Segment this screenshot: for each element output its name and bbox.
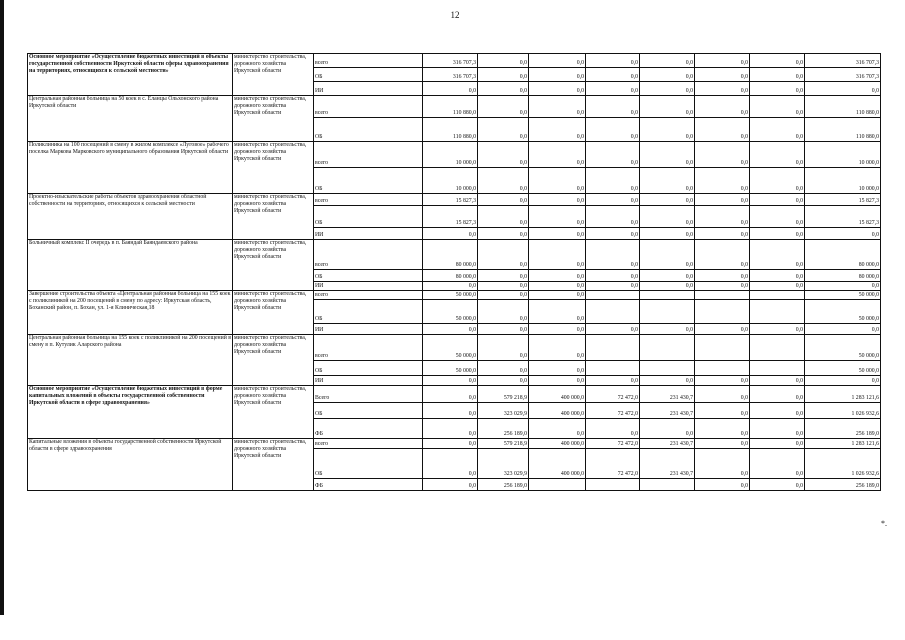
amount-cell: 0,0	[750, 403, 805, 419]
amount-cell	[586, 291, 640, 300]
amount-cell: 0,0	[478, 282, 529, 291]
amount-cell: 0,0	[695, 82, 750, 96]
amount-cell: 0,0	[640, 228, 695, 240]
total-cell: 1 283 121,6	[805, 439, 881, 449]
funding-source: ОБ	[314, 300, 423, 324]
executor-name: министерство строительства, дорожного хозяйства Иркутской области	[233, 96, 314, 142]
table-row	[28, 386, 881, 403]
funding-source: ОБ	[314, 270, 423, 282]
amount-cell	[586, 300, 640, 324]
amount-cell	[695, 300, 750, 324]
amount-cell: 0,0	[640, 54, 695, 68]
amount-cell: 0,0	[750, 419, 805, 439]
amount-cell: 0,0	[640, 324, 695, 335]
table-row	[28, 291, 881, 300]
total-cell: 316 707,3	[805, 68, 881, 82]
amount-cell: 0,0	[695, 206, 750, 228]
page-edge-bar	[0, 0, 4, 615]
amount-cell: 0,0	[695, 419, 750, 439]
amount-cell: 110 880,0	[423, 118, 478, 142]
amount-cell: 0,0	[640, 206, 695, 228]
total-cell: 10 000,0	[805, 168, 881, 194]
amount-cell: 0,0	[640, 96, 695, 118]
amount-cell	[695, 335, 750, 361]
total-cell: 110 880,0	[805, 118, 881, 142]
amount-cell: 72 472,0	[586, 449, 640, 479]
funding-source: ФБ	[314, 419, 423, 439]
total-cell: 1 026 932,6	[805, 449, 881, 479]
amount-cell: 72 472,0	[586, 403, 640, 419]
amount-cell: 0,0	[640, 118, 695, 142]
amount-cell: 50 000,0	[423, 291, 478, 300]
amount-cell: 0,0	[695, 324, 750, 335]
total-cell: 50 000,0	[805, 361, 881, 376]
amount-cell	[695, 291, 750, 300]
amount-cell: 0,0	[478, 300, 529, 324]
total-cell: 0,0	[805, 82, 881, 96]
total-cell: 50 000,0	[805, 335, 881, 361]
amount-cell: 0,0	[478, 54, 529, 68]
funding-source: всего	[314, 54, 423, 68]
amount-cell: 0,0	[423, 449, 478, 479]
amount-cell: 80 000,0	[423, 240, 478, 270]
amount-cell: 0,0	[529, 194, 586, 206]
amount-cell: 231 430,7	[640, 403, 695, 419]
amount-cell	[640, 300, 695, 324]
funding-source: всего	[314, 439, 423, 449]
amount-cell: 231 430,7	[640, 439, 695, 449]
amount-cell	[750, 335, 805, 361]
amount-cell: 0,0	[695, 439, 750, 449]
amount-cell: 231 430,7	[640, 386, 695, 403]
funding-source: всего	[314, 194, 423, 206]
funding-source: ИИ	[314, 282, 423, 291]
total-cell: 50 000,0	[805, 291, 881, 300]
activity-name: Центральная районная больница на 50 коек в с. Еланцы Ольхонского района Иркутской области	[28, 96, 233, 142]
total-cell: 1 026 932,6	[805, 403, 881, 419]
total-cell: 0,0	[805, 376, 881, 386]
amount-cell: 50 000,0	[423, 361, 478, 376]
amount-cell: 323 029,9	[478, 449, 529, 479]
amount-cell: 0,0	[478, 206, 529, 228]
activity-name: Поликлиника на 100 посещений в смену в жилом комплексе «Луговое» рабочего поселка Маркова Марковского муниципального образования Иркутской области	[28, 142, 233, 194]
amount-cell: 0,0	[478, 118, 529, 142]
amount-cell: 579 218,9	[478, 439, 529, 449]
amount-cell: 0,0	[640, 82, 695, 96]
executor-name: министерство строительства, дорожного хозяйства Иркутской области	[233, 194, 314, 240]
amount-cell: 0,0	[529, 270, 586, 282]
amount-cell: 0,0	[750, 206, 805, 228]
amount-cell	[529, 479, 586, 491]
amount-cell: 72 472,0	[586, 386, 640, 403]
amount-cell: 0,0	[695, 168, 750, 194]
amount-cell: 316 707,3	[423, 68, 478, 82]
amount-cell: 0,0	[586, 282, 640, 291]
amount-cell: 0,0	[640, 168, 695, 194]
total-cell: 0,0	[805, 228, 881, 240]
amount-cell: 0,0	[695, 282, 750, 291]
amount-cell: 0,0	[695, 449, 750, 479]
amount-cell: 0,0	[586, 68, 640, 82]
amount-cell: 0,0	[750, 168, 805, 194]
amount-cell: 0,0	[423, 282, 478, 291]
amount-cell: 316 707,3	[423, 54, 478, 68]
funding-source: ИИ	[314, 228, 423, 240]
activity-name: Больничный комплекс II очередь в п. Баяндай Баяндаевского района	[28, 240, 233, 291]
amount-cell	[640, 479, 695, 491]
amount-cell: 400 000,0	[529, 386, 586, 403]
amount-cell: 0,0	[695, 194, 750, 206]
margin-mark: *.	[881, 519, 887, 528]
total-cell: 15 827,3	[805, 194, 881, 206]
amount-cell: 256 189,0	[478, 479, 529, 491]
table-row	[28, 240, 881, 270]
amount-cell	[695, 361, 750, 376]
executor-name: министерство строительства, дорожного хозяйства Иркутской области	[233, 335, 314, 386]
amount-cell: 0,0	[529, 54, 586, 68]
executor-name: министерство строительства, дорожного хозяйства Иркутской области	[233, 291, 314, 335]
amount-cell	[750, 291, 805, 300]
amount-cell: 0,0	[478, 68, 529, 82]
amount-cell: 0,0	[750, 324, 805, 335]
table-row	[28, 194, 881, 206]
amount-cell: 0,0	[423, 479, 478, 491]
amount-cell: 0,0	[750, 54, 805, 68]
funding-source: ОБ	[314, 168, 423, 194]
total-cell: 50 000,0	[805, 300, 881, 324]
amount-cell: 400 000,0	[529, 403, 586, 419]
amount-cell: 0,0	[695, 54, 750, 68]
table-row	[28, 54, 881, 68]
amount-cell: 0,0	[586, 376, 640, 386]
amount-cell: 0,0	[750, 240, 805, 270]
total-cell: 316 707,3	[805, 54, 881, 68]
amount-cell: 0,0	[478, 194, 529, 206]
amount-cell: 0,0	[529, 240, 586, 270]
amount-cell: 10 000,0	[423, 142, 478, 168]
amount-cell: 0,0	[695, 228, 750, 240]
funding-source: ОБ	[314, 118, 423, 142]
amount-cell: 0,0	[478, 361, 529, 376]
amount-cell: 0,0	[750, 194, 805, 206]
amount-cell	[750, 300, 805, 324]
amount-cell: 0,0	[586, 194, 640, 206]
amount-cell: 0,0	[695, 386, 750, 403]
amount-cell: 0,0	[529, 282, 586, 291]
budget-table	[27, 53, 881, 491]
amount-cell: 0,0	[478, 142, 529, 168]
funding-source: ОБ	[314, 68, 423, 82]
total-cell: 256 189,0	[805, 479, 881, 491]
amount-cell: 0,0	[640, 282, 695, 291]
amount-cell: 0,0	[529, 335, 586, 361]
amount-cell: 110 880,0	[423, 96, 478, 118]
amount-cell: 0,0	[529, 419, 586, 439]
amount-cell: 400 000,0	[529, 439, 586, 449]
amount-cell: 0,0	[423, 376, 478, 386]
funding-source: ИИ	[314, 324, 423, 335]
amount-cell: 0,0	[750, 228, 805, 240]
amount-cell: 0,0	[695, 96, 750, 118]
amount-cell: 0,0	[529, 168, 586, 194]
amount-cell: 0,0	[586, 206, 640, 228]
funding-source: ОБ	[314, 361, 423, 376]
amount-cell: 579 218,9	[478, 386, 529, 403]
amount-cell: 0,0	[423, 439, 478, 449]
amount-cell: 15 827,3	[423, 206, 478, 228]
activity-name: Проектно-изыскательские работы объектов здравоохранения областной собственности на территориях, относящихся к сельской местности	[28, 194, 233, 240]
amount-cell: 0,0	[586, 54, 640, 68]
total-cell: 110 880,0	[805, 96, 881, 118]
activity-name: Основное мероприятие «Осуществление бюджетных инвестиций в форме капитальных вложений в объекты государственной собственности Иркутской области в сфере здравоохранения»	[28, 386, 233, 439]
amount-cell: 0,0	[478, 82, 529, 96]
funding-source: Всего	[314, 386, 423, 403]
amount-cell: 0,0	[750, 270, 805, 282]
amount-cell: 0,0	[750, 449, 805, 479]
amount-cell: 15 827,3	[423, 194, 478, 206]
page-number: 12	[450, 10, 460, 20]
amount-cell: 256 189,0	[478, 419, 529, 439]
amount-cell: 80 000,0	[423, 270, 478, 282]
amount-cell: 0,0	[750, 142, 805, 168]
activity-name: Основное мероприятие «Осуществление бюджетных инвестиций в объекты государственной собственности Иркутской области сферы здравоохранения на территориях, относящихся к сельской местности»	[28, 54, 233, 96]
amount-cell: 0,0	[695, 68, 750, 82]
amount-cell: 0,0	[750, 96, 805, 118]
amount-cell	[586, 335, 640, 361]
amount-cell: 0,0	[478, 291, 529, 300]
activity-name: Центральная районная больница на 155 коек с поликлиникой на 200 посещений в смену в п. Кутулик Аларского района	[28, 335, 233, 386]
amount-cell: 0,0	[695, 270, 750, 282]
amount-cell: 0,0	[750, 386, 805, 403]
amount-cell: 0,0	[478, 376, 529, 386]
amount-cell: 0,0	[478, 270, 529, 282]
amount-cell: 0,0	[750, 118, 805, 142]
amount-cell: 0,0	[478, 168, 529, 194]
total-cell: 0,0	[805, 282, 881, 291]
executor-name: министерство строительства, дорожного хозяйства Иркутской области	[233, 386, 314, 439]
table-row	[28, 96, 881, 118]
amount-cell: 0,0	[529, 82, 586, 96]
amount-cell: 0,0	[695, 118, 750, 142]
amount-cell: 0,0	[586, 324, 640, 335]
total-cell: 15 827,3	[805, 206, 881, 228]
amount-cell: 0,0	[586, 228, 640, 240]
amount-cell: 0,0	[695, 403, 750, 419]
amount-cell: 0,0	[695, 240, 750, 270]
table-row	[28, 142, 881, 168]
amount-cell: 10 000,0	[423, 168, 478, 194]
total-cell: 1 283 121,6	[805, 386, 881, 403]
table-row	[28, 335, 881, 361]
executor-name: министерство строительства, дорожного хозяйства Иркутской области	[233, 142, 314, 194]
funding-source: всего	[314, 96, 423, 118]
amount-cell	[586, 479, 640, 491]
amount-cell: 0,0	[586, 419, 640, 439]
amount-cell: 0,0	[640, 240, 695, 270]
amount-cell: 0,0	[586, 168, 640, 194]
amount-cell: 0,0	[586, 82, 640, 96]
amount-cell: 0,0	[529, 376, 586, 386]
amount-cell: 0,0	[529, 361, 586, 376]
amount-cell: 0,0	[423, 386, 478, 403]
amount-cell: 50 000,0	[423, 300, 478, 324]
amount-cell: 323 029,9	[478, 403, 529, 419]
amount-cell: 0,0	[750, 439, 805, 449]
amount-cell: 0,0	[478, 240, 529, 270]
funding-source: ИИ	[314, 376, 423, 386]
amount-cell: 0,0	[586, 270, 640, 282]
amount-cell: 0,0	[423, 82, 478, 96]
executor-name: министерство строительства, дорожного хозяйства Иркутской области	[233, 54, 314, 96]
amount-cell	[750, 361, 805, 376]
amount-cell: 0,0	[640, 194, 695, 206]
amount-cell: 0,0	[529, 291, 586, 300]
amount-cell	[586, 361, 640, 376]
amount-cell: 0,0	[478, 96, 529, 118]
amount-cell: 0,0	[529, 300, 586, 324]
amount-cell: 0,0	[423, 403, 478, 419]
funding-source: всего	[314, 291, 423, 300]
amount-cell: 0,0	[529, 206, 586, 228]
amount-cell: 0,0	[529, 96, 586, 118]
amount-cell: 0,0	[529, 142, 586, 168]
total-cell: 0,0	[805, 324, 881, 335]
total-cell: 256 189,0	[805, 419, 881, 439]
amount-cell: 0,0	[640, 270, 695, 282]
amount-cell: 0,0	[695, 376, 750, 386]
funding-source: всего	[314, 335, 423, 361]
table-row	[28, 439, 881, 449]
amount-cell: 0,0	[640, 142, 695, 168]
amount-cell: 0,0	[529, 118, 586, 142]
amount-cell: 72 472,0	[586, 439, 640, 449]
executor-name: министерство строительства, дорожного хозяйства Иркутской области	[233, 240, 314, 291]
amount-cell: 400 000,0	[529, 449, 586, 479]
activity-name: Завершение строительства объекта «Центральная районная больница на 155 коек с поликлиникой на 200 посещений в смену по адресу: Иркутская область, Боханский район, п. Бохан, ул. 1-я Клиническая,18	[28, 291, 233, 335]
amount-cell: 0,0	[586, 118, 640, 142]
amount-cell: 0,0	[423, 419, 478, 439]
total-cell: 80 000,0	[805, 270, 881, 282]
budget-table-body	[28, 54, 881, 491]
amount-cell: 0,0	[423, 228, 478, 240]
amount-cell	[640, 291, 695, 300]
amount-cell	[640, 361, 695, 376]
amount-cell: 0,0	[586, 142, 640, 168]
amount-cell: 0,0	[423, 324, 478, 335]
amount-cell: 0,0	[750, 376, 805, 386]
activity-name: Капитальные вложения в объекты государственной собственности Иркутской области в сфере здравоохранения	[28, 439, 233, 491]
amount-cell: 0,0	[750, 68, 805, 82]
amount-cell: 50 000,0	[423, 335, 478, 361]
amount-cell: 0,0	[529, 324, 586, 335]
amount-cell: 0,0	[478, 228, 529, 240]
amount-cell: 0,0	[478, 335, 529, 361]
amount-cell: 0,0	[640, 68, 695, 82]
amount-cell: 0,0	[478, 324, 529, 335]
total-cell: 80 000,0	[805, 240, 881, 270]
amount-cell: 0,0	[750, 479, 805, 491]
amount-cell: 0,0	[750, 82, 805, 96]
amount-cell: 0,0	[695, 142, 750, 168]
amount-cell: 0,0	[529, 68, 586, 82]
funding-source: всего	[314, 142, 423, 168]
funding-source: ОБ	[314, 449, 423, 479]
amount-cell: 0,0	[640, 376, 695, 386]
amount-cell: 0,0	[586, 96, 640, 118]
total-cell: 10 000,0	[805, 142, 881, 168]
amount-cell: 0,0	[695, 479, 750, 491]
amount-cell: 0,0	[750, 282, 805, 291]
funding-source: ФБ	[314, 479, 423, 491]
funding-source: всего	[314, 240, 423, 270]
amount-cell: 0,0	[586, 240, 640, 270]
funding-source: ИИ	[314, 82, 423, 96]
amount-cell: 0,0	[640, 419, 695, 439]
amount-cell: 231 430,7	[640, 449, 695, 479]
funding-source: ОБ	[314, 403, 423, 419]
funding-source: ОБ	[314, 206, 423, 228]
amount-cell: 0,0	[529, 228, 586, 240]
executor-name: министерство строительства, дорожного хозяйства Иркутской области	[233, 439, 314, 491]
amount-cell	[640, 335, 695, 361]
